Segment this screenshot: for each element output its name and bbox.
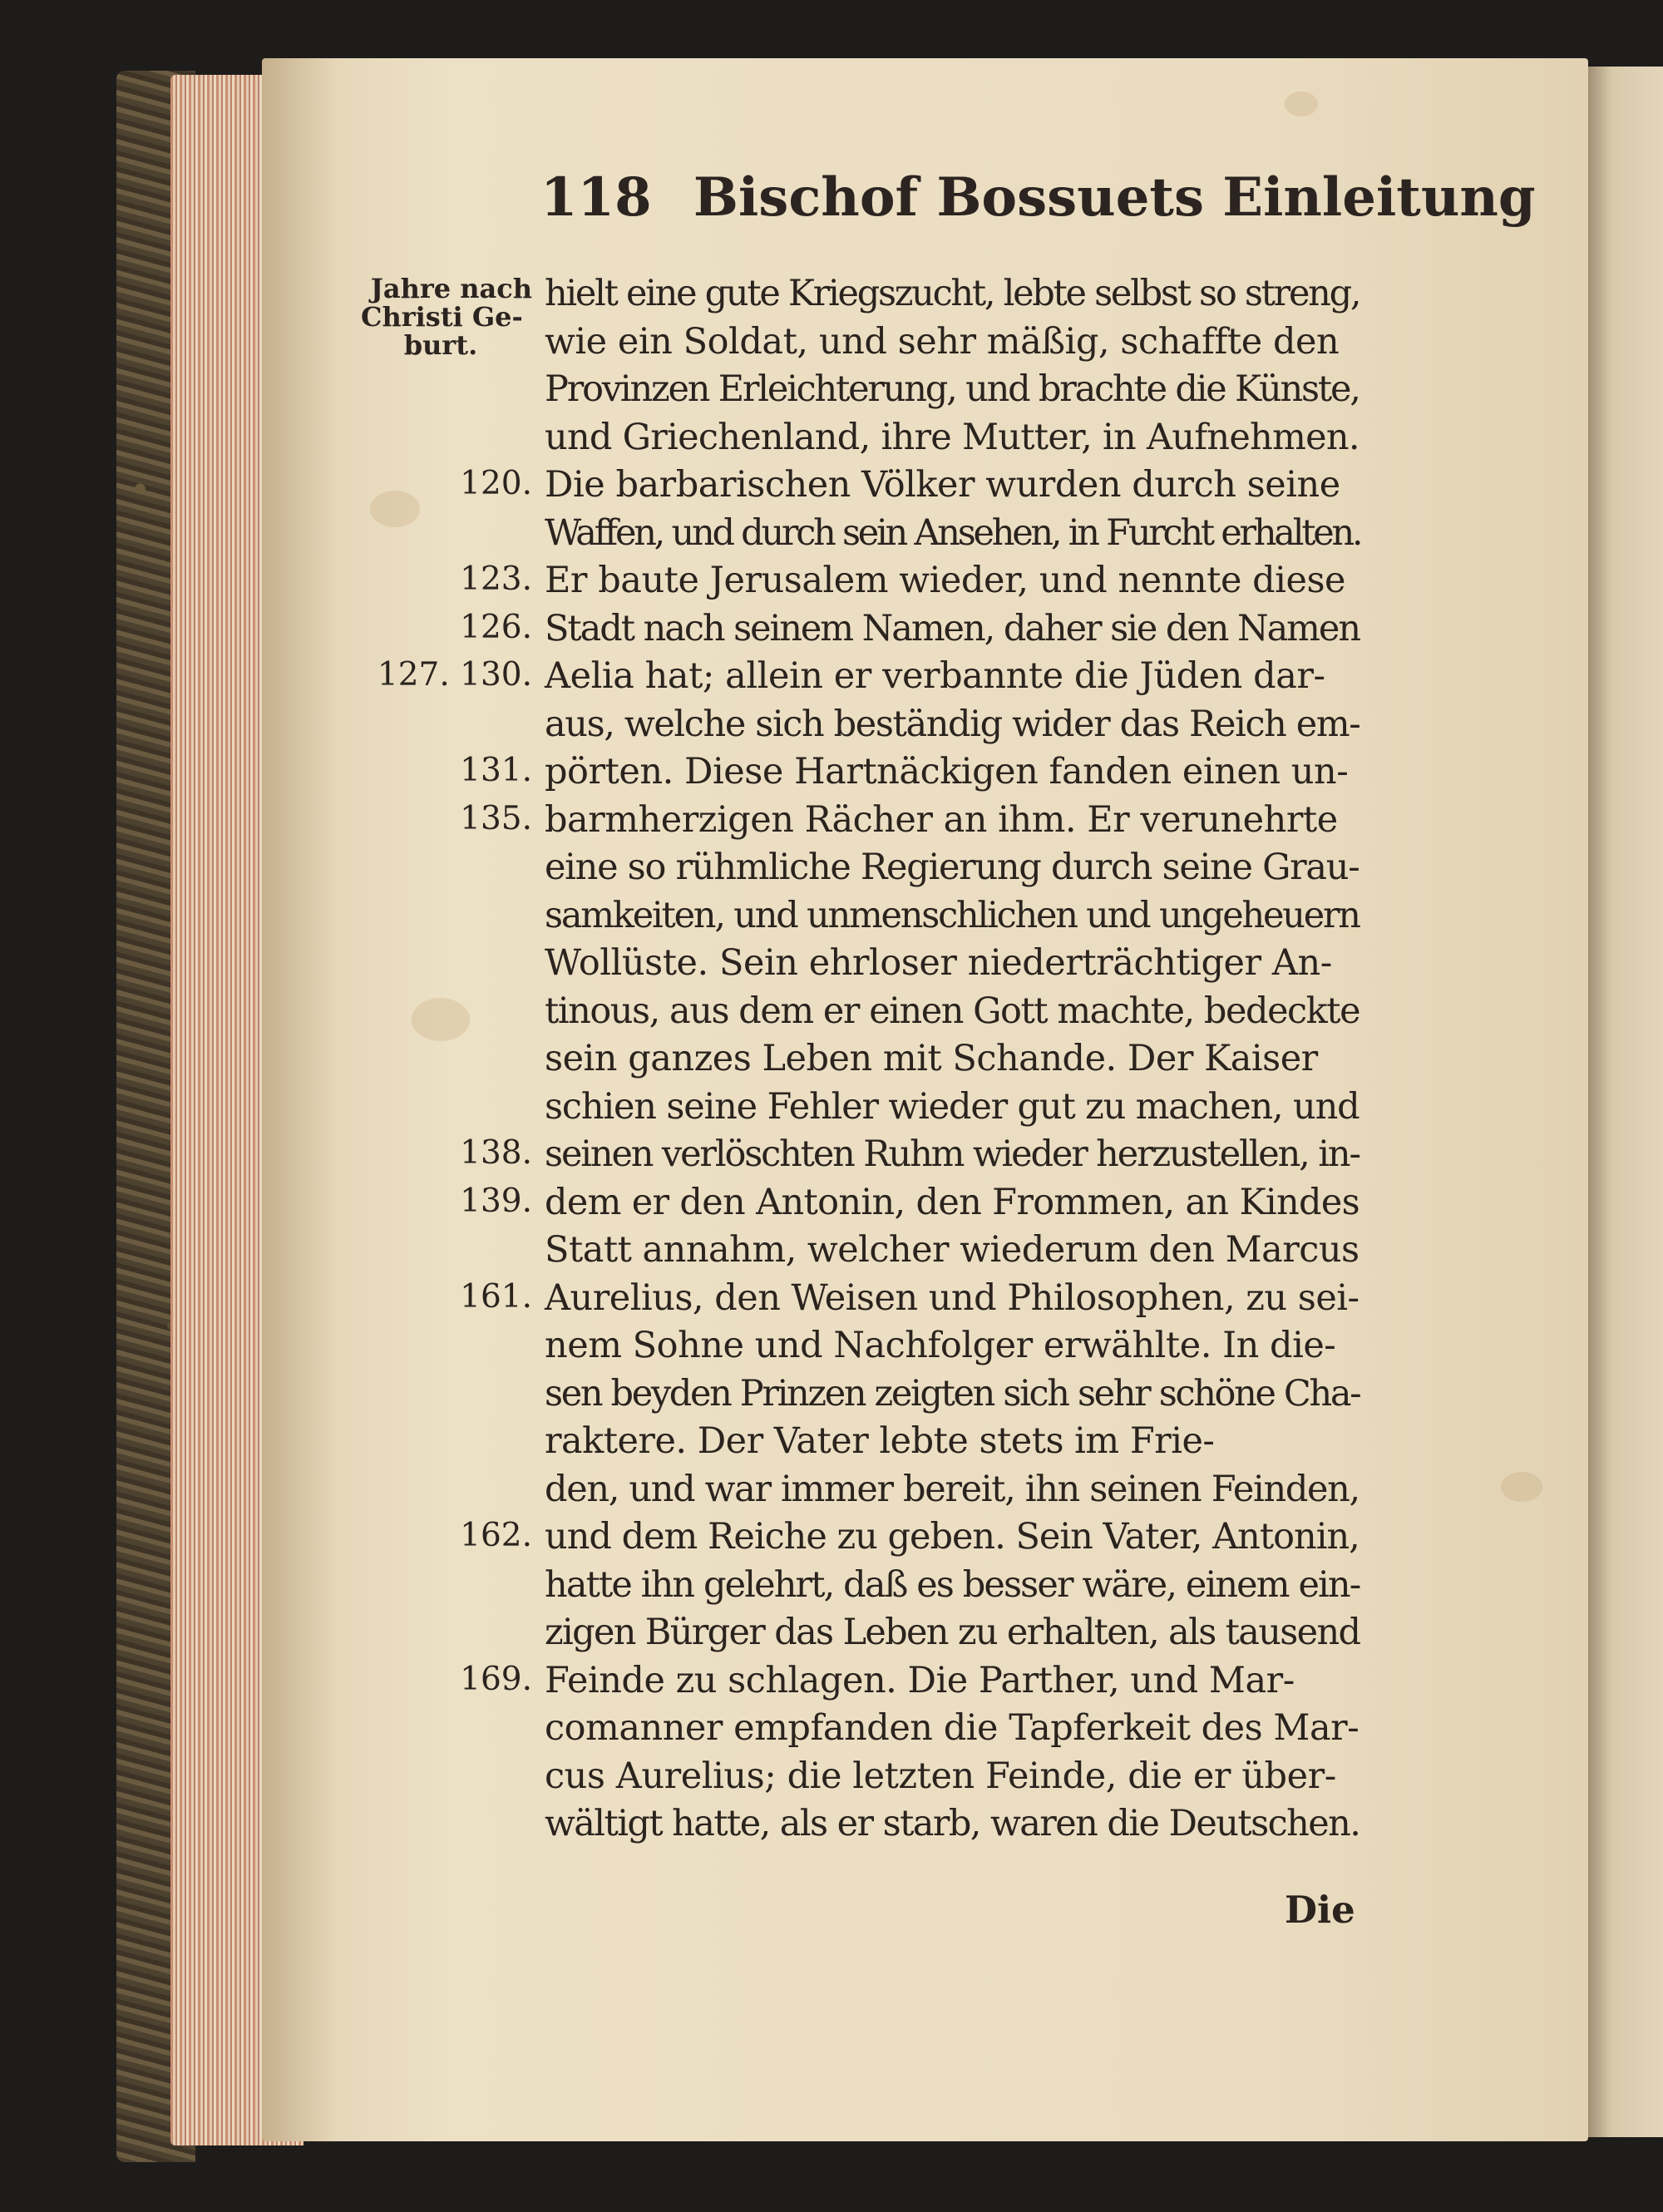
- text-line: den, und war immer bereit, ihn seinen Feinden,: [545, 1468, 1360, 1510]
- margin-year: 123.: [460, 560, 532, 598]
- text-line: samkeiten, und unmenschlichen und ungeheuern: [545, 894, 1360, 936]
- text-line: cus Aurelius; die letzten Feinde, die er über-: [545, 1755, 1336, 1797]
- margin-year: 126.: [460, 608, 532, 646]
- margin-year: 120.: [460, 465, 532, 502]
- margin-year: 127. 130.: [377, 656, 532, 694]
- text-line: comanner empfanden die Tapferkeit des Mar-: [545, 1707, 1360, 1749]
- text-line: tinous, aus dem er einen Gott machte, bedeckte: [545, 990, 1360, 1032]
- margin-year: 131.: [460, 752, 532, 789]
- text-line: sein ganzes Leben mit Schande. Der Kaiser: [545, 1038, 1318, 1079]
- margin-year: 139.: [460, 1182, 532, 1220]
- margin-year: 135.: [460, 799, 532, 837]
- text-line: und dem Reiche zu geben. Sein Vater, Antonin,: [545, 1516, 1360, 1558]
- text-line: pörten. Diese Hartnäckigen fanden einen un-: [545, 751, 1349, 792]
- text-line: seinen verlöschten Ruhm wieder herzustellen, in-: [545, 1133, 1360, 1175]
- text-line: nem Sohne und Nachfolger erwählte. In die-: [545, 1325, 1336, 1366]
- foxing-stain: [1501, 1472, 1542, 1502]
- catchword: Die: [1285, 1888, 1355, 1932]
- margin-heading: [349, 274, 532, 359]
- foxing-stain: [412, 998, 470, 1041]
- body-text: [545, 270, 1376, 1849]
- text-line: aus, welche sich beständig wider das Reich em-: [545, 703, 1360, 745]
- text-line: dem er den Antonin, den Frommen, an Kindes: [545, 1181, 1360, 1223]
- text-line: Stadt nach seinem Namen, daher sie den Namen: [545, 607, 1360, 649]
- text-line: Die barbarischen Völker wurden durch seine: [545, 464, 1340, 506]
- running-head: [540, 166, 1536, 229]
- margin-year: 138.: [460, 1134, 532, 1172]
- text-line: Aelia hat; allein er verbannte die Jüden dar-: [545, 655, 1325, 697]
- text-line: wältigt hatte, als er starb, waren die Deutschen.: [545, 1803, 1360, 1844]
- text-line: sen beyden Prinzen zeigten sich sehr schöne Cha-: [545, 1372, 1360, 1415]
- text-line: hatte ihn gelehrt, daß es besser wäre, einem ein-: [545, 1563, 1360, 1606]
- margin-heading-line: Christi Ge-: [361, 301, 523, 333]
- margin-year: 169.: [460, 1660, 532, 1698]
- margin-year: 162.: [460, 1517, 532, 1554]
- text-line: Statt annahm, welcher wiederum den Marcus: [545, 1229, 1360, 1271]
- text-line: raktere. Der Vater lebte stets im Frie-: [545, 1420, 1215, 1462]
- margin-heading-line: burt.: [403, 329, 478, 361]
- text-line: Provinzen Erleichterung, und brachte die Künste,: [545, 368, 1360, 410]
- text-line: Waffen, und durch sein Ansehen, in Furcht erhalten.: [545, 511, 1361, 554]
- margin-year: 161.: [460, 1277, 532, 1316]
- text-line: Er baute Jerusalem wieder, und nennte diese: [545, 560, 1346, 601]
- running-title: Bischof Bossuets Einleitung: [693, 166, 1536, 229]
- text-line: Wollüste. Sein ehrloser niederträchtiger An-: [545, 942, 1332, 984]
- text-line: und Griechenland, ihre Mutter, in Aufnehmen.: [545, 416, 1360, 458]
- text-line: schien seine Fehler wieder gut zu machen, und: [545, 1085, 1360, 1128]
- text-line: hielt eine gute Kriegszucht, lebte selbst so streng,: [545, 273, 1360, 314]
- margin-heading-line: Jahre nach: [370, 273, 532, 304]
- text-line: barmherzigen Rächer an ihm. Er verunehrte: [545, 798, 1338, 841]
- page-number: 118: [540, 166, 652, 229]
- text-line: wie ein Soldat, und sehr mäßig, schaffte den: [545, 320, 1340, 363]
- text-line: Aurelius, den Weisen und Philosophen, zu sei-: [545, 1276, 1360, 1319]
- foxing-stain: [1285, 91, 1318, 116]
- text-line: Feinde zu schlagen. Die Parther, und Mar-: [545, 1659, 1295, 1701]
- facing-page-edge: [1587, 67, 1663, 2137]
- text-line: zigen Bürger das Leben zu erhalten, als tausend: [545, 1612, 1360, 1653]
- text-line: eine so rühmliche Regierung durch seine Grau-: [545, 847, 1360, 888]
